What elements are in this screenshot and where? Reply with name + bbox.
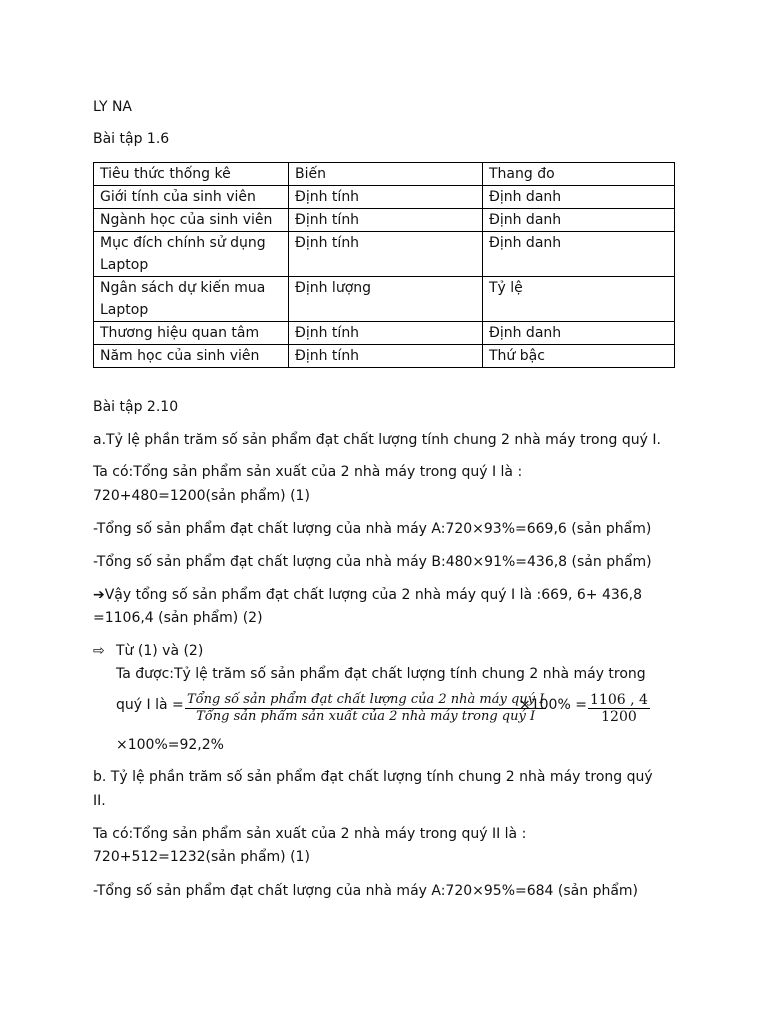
table-cell: Định danh xyxy=(483,232,675,277)
part-b-heading-line-1: b. Tỷ lệ phần trăm số sản phẩm đạt chất lượng tính chung 2 nhà máy trong quý xyxy=(93,769,653,785)
classification-table xyxy=(93,162,675,368)
table-cell: Định lượng xyxy=(289,277,483,322)
table-cell: Định tính xyxy=(289,345,483,368)
table-cell: Ngành học của sinh viên xyxy=(94,209,289,232)
table-cell: Giới tính của sinh viên xyxy=(94,186,289,209)
numeric-fraction-numerator: 1106 , 4 xyxy=(590,692,648,708)
table-cell: Mục đích chính sử dụng Laptop xyxy=(94,232,289,277)
table-cell: Ngân sách dự kiến mua Laptop xyxy=(94,277,289,322)
table-row xyxy=(94,209,675,232)
table-row xyxy=(94,322,675,345)
table-cell: Định tính xyxy=(289,232,483,277)
part-b-factory-a-quality: -Tổng số sản phẩm đạt chất lượng của nhà máy A:720×95%=684 (sản phẩm) xyxy=(93,883,639,899)
exercise-1-6-title: Bài tập 1.6 xyxy=(93,131,170,147)
part-a-factory-b-quality: -Tổng số sản phẩm đạt chất lượng của nhà máy B:480×91%=436,8 (sản phẩm) xyxy=(93,554,652,570)
part-a-result-intro: Ta được:Tỷ lệ trăm số sản phẩm đạt chất lượng tính chung 2 nhà máy trong xyxy=(116,666,646,682)
table-cell: Năm học của sinh viên xyxy=(94,345,289,368)
part-b-total-production-line-2: 720+512=1232(sản phẩm) (1) xyxy=(93,849,310,865)
table-row xyxy=(94,186,675,209)
table-cell: Định tính xyxy=(289,209,483,232)
table-cell: Định danh xyxy=(483,209,675,232)
part-a-heading: a.Tỷ lệ phần trăm số sản phẩm đạt chất lượng tính chung 2 nhà máy trong quý I. xyxy=(93,432,661,448)
part-a-total-production-line-2: 720+480=1200(sản phẩm) (1) xyxy=(93,488,310,504)
fraction-numerator: Tổng số sản phẩm đạt chất lượng của 2 nhà máy quý I xyxy=(187,692,545,707)
table-cell: Định danh xyxy=(483,186,675,209)
table-cell: Định danh xyxy=(483,322,675,345)
table-cell: Thương hiệu quan tâm xyxy=(94,322,289,345)
part-b-heading-line-2: II. xyxy=(93,793,106,809)
part-a-total-quality-line-1 xyxy=(93,584,642,606)
table-header-row xyxy=(94,163,675,186)
table-header-cell: Thang đo xyxy=(483,163,675,186)
part-a-total-quality-line-2: =1106,4 (sản phẩm) (2) xyxy=(93,610,263,626)
part-a-total-quality-text: Vậy tổng số sản phẩm đạt chất lượng của 2 nhà máy quý I là :669, 6+ 436,8 xyxy=(104,587,643,603)
numeric-fraction-denominator: 1200 xyxy=(601,709,637,725)
part-a-formula-prefix: quý I là = xyxy=(116,697,184,713)
table-row xyxy=(94,277,675,322)
exercise-2-10-title: Bài tập 2.10 xyxy=(93,399,179,415)
right-arrow-icon: ➔ xyxy=(93,587,105,603)
part-a-factory-a-quality: -Tổng số sản phẩm đạt chất lượng của nhà máy A:720×93%=669,6 (sản phẩm) xyxy=(93,521,652,537)
fraction-denominator: Tổng sản phẩm sản xuất của 2 nhà máy trong quý I xyxy=(196,709,536,724)
table-header-cell: Tiêu thức thống kê xyxy=(94,163,289,186)
numeric-fraction xyxy=(588,692,650,725)
table-cell: Thứ bậc xyxy=(483,345,675,368)
hollow-arrow-bullet-icon: ⇨ xyxy=(93,643,105,659)
table-cell: Tỷ lệ xyxy=(483,277,675,322)
table-cell: Định tính xyxy=(289,322,483,345)
part-a-final-result: ×100%=92,2% xyxy=(116,737,224,753)
part-a-from-1-and-2: Từ (1) và (2) xyxy=(116,643,204,659)
part-a-total-production-line-1: Ta có:Tổng sản phẩm sản xuất của 2 nhà máy trong quý I là : xyxy=(93,464,523,480)
part-a-formula-times-100: ×100% = xyxy=(519,697,587,713)
table-cell: Định tính xyxy=(289,186,483,209)
author-name: LY NA xyxy=(93,99,132,115)
part-b-total-production-line-1: Ta có:Tổng sản phẩm sản xuất của 2 nhà máy trong quý II là : xyxy=(93,826,527,842)
table-row xyxy=(94,232,675,277)
quality-ratio-fraction xyxy=(185,692,546,725)
table-row xyxy=(94,345,675,368)
table-header-cell: Biến xyxy=(289,163,483,186)
